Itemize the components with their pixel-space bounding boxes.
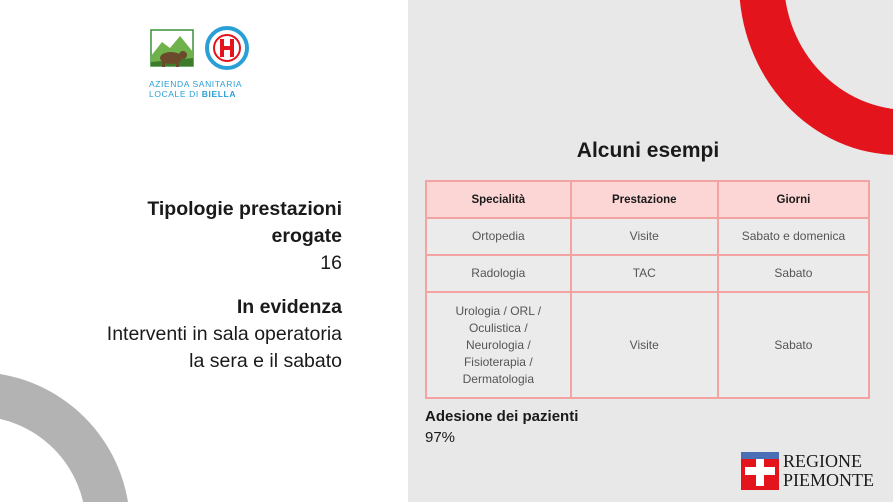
cell-specialita: Urologia / ORL / Oculistica / Neurologia / Fisioterapia / Dermatologia [426,292,571,398]
evidenza-heading: In evidenza [236,296,342,318]
logo-line1: AZIENDA SANITARIA [149,79,243,89]
header-specialita: Specialità [426,181,571,218]
cell-prestazione: TAC [571,255,718,292]
piemonte-flag-icon [741,452,779,490]
evidenza-text: Interventi in sala operatoria la sera e il sabato [106,323,342,372]
table-row [426,218,869,255]
cell-giorni: Sabato [718,292,869,398]
table-row [426,292,869,398]
header-prestazione: Prestazione [571,181,718,218]
cell-giorni: Sabato [718,255,869,292]
logo-city: BIELLA [201,89,237,99]
table-header-row [426,181,869,218]
logo-line2: LOCALE DI BIELLA [149,89,237,99]
cell-specialita: Radologia [426,255,571,292]
regione-piemonte-logo [741,451,874,492]
regione-line1: REGIONE [783,451,862,471]
tipologie-heading: Tipologie prestazioni erogate [147,198,342,247]
header-giorni: Giorni [718,181,869,218]
adesione-label: Adesione dei pazienti [425,408,579,425]
hospital-h-icon [207,28,247,68]
cell-prestazione: Visite [571,292,718,398]
mountain-bear-icon [151,30,193,67]
tipologie-value: 16 [320,252,342,274]
table-row [426,255,869,292]
examples-table [425,180,870,399]
regione-text [783,452,874,490]
cell-specialita: Ortopedia [426,218,571,255]
regione-line2: PIEMONTE [783,470,874,490]
info-block [102,196,342,375]
cell-giorni: Sabato e domenica [718,218,869,255]
logo-caption [149,79,242,99]
examples-title: Alcuni esempi [576,139,720,162]
cell-prestazione: Visite [571,218,718,255]
adesione-value: 97% [425,429,456,446]
adesione-block [425,406,578,448]
